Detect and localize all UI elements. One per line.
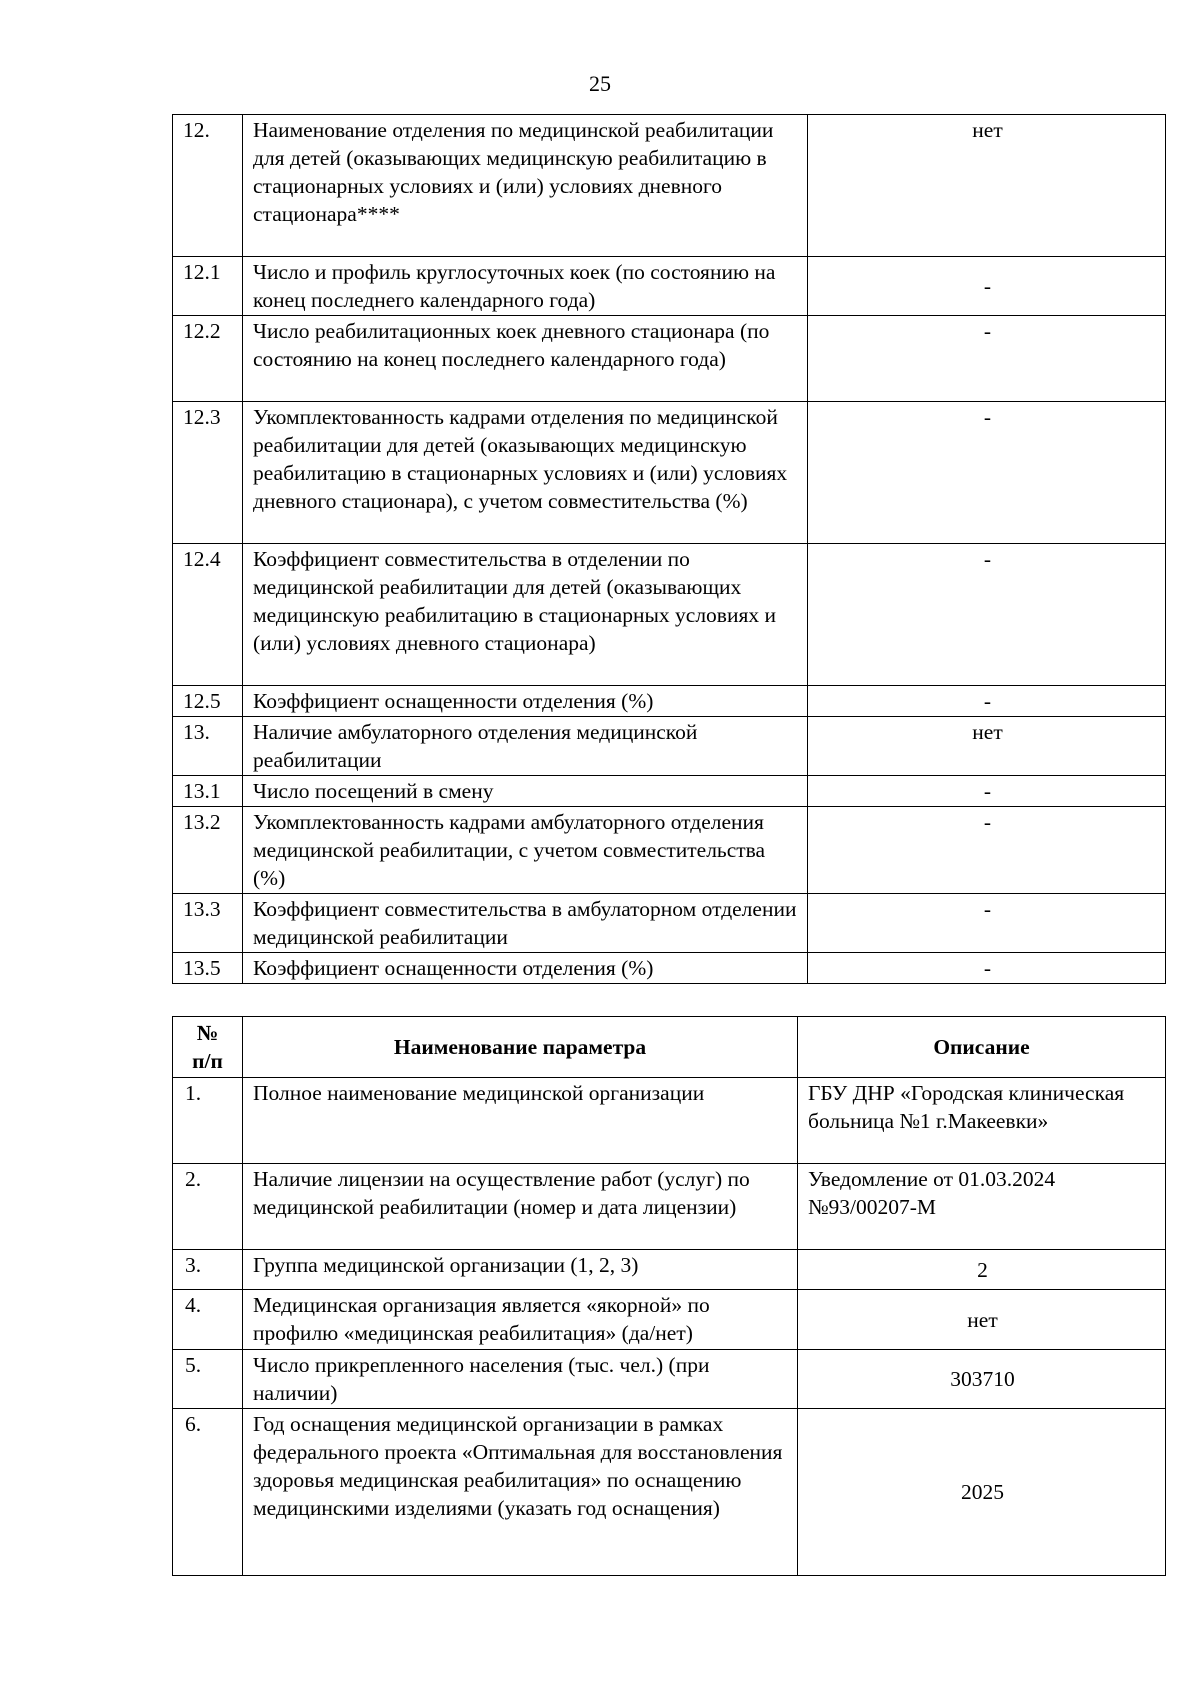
row-number: 6. <box>173 1409 243 1576</box>
parameter-name: Наименование отделения по медицинской реабилитации для детей (оказывающих медицинскую реабилитацию в стационарных условиях и (или) условиях дневного стационара**** <box>243 115 808 257</box>
parameter-value: нет <box>808 717 1166 776</box>
row-number: 5. <box>173 1350 243 1409</box>
parameter-value: - <box>808 544 1166 686</box>
parameter-value: нет <box>798 1290 1166 1350</box>
table-row <box>173 807 1166 894</box>
parameter-name: Медицинская организация является «якорной» по профилю «медицинская реабилитация» (да/нет) <box>243 1290 798 1350</box>
table-row <box>173 1290 1166 1350</box>
parameter-name: Число реабилитационных коек дневного стационара (по состоянию на конец последнего календарного года) <box>243 316 808 402</box>
organization-parameters-table <box>172 1016 1166 1576</box>
table-row <box>173 316 1166 402</box>
parameter-name: Число прикрепленного населения (тыс. чел.) (при наличии) <box>243 1350 798 1409</box>
table-row <box>173 544 1166 686</box>
parameter-value: ГБУ ДНР «Городская клиническая больница №1 г.Макеевки» <box>798 1078 1166 1164</box>
row-number: 13.5 <box>173 953 243 984</box>
header-parameter-name: Наименование параметра <box>243 1017 798 1078</box>
parameter-value: - <box>808 316 1166 402</box>
parameter-value: - <box>808 894 1166 953</box>
parameter-value: 2025 <box>798 1409 1166 1576</box>
row-number: 1. <box>173 1078 243 1164</box>
parameter-value: 2 <box>798 1250 1166 1290</box>
parameter-name: Группа медицинской организации (1, 2, 3) <box>243 1250 798 1290</box>
page-number: 25 <box>589 71 611 96</box>
parameter-name: Коэффициент оснащенности отделения (%) <box>243 953 808 984</box>
row-number: 13. <box>173 717 243 776</box>
row-number: 13.1 <box>173 776 243 807</box>
row-number: 12. <box>173 115 243 257</box>
rehab-departments-table <box>172 114 1166 984</box>
table-row <box>173 1409 1166 1576</box>
parameter-name: Укомплектованность кадрами отделения по медицинской реабилитации для детей (оказывающих медицинскую реабилитацию в стационарных условиях и (или) условиях дневного стационара), с учетом совместительства (%) <box>243 402 808 544</box>
row-number: 13.2 <box>173 807 243 894</box>
row-number: 2. <box>173 1164 243 1250</box>
table-row <box>173 115 1166 257</box>
parameter-name: Коэффициент совместительства в амбулаторном отделении медицинской реабилитации <box>243 894 808 953</box>
table-row <box>173 257 1166 316</box>
parameter-value: - <box>808 257 1166 316</box>
parameter-value: Уведомление от 01.03.2024 №93/00207-М <box>798 1164 1166 1250</box>
parameter-name: Наличие лицензии на осуществление работ (услуг) по медицинской реабилитации (номер и дата лицензии) <box>243 1164 798 1250</box>
row-number: 4. <box>173 1290 243 1350</box>
table-row <box>173 1250 1166 1290</box>
table-row <box>173 776 1166 807</box>
table-header-row <box>173 1017 1166 1078</box>
parameter-value: - <box>808 776 1166 807</box>
row-number: 13.3 <box>173 894 243 953</box>
table-row <box>173 1164 1166 1250</box>
parameter-name: Коэффициент совместительства в отделении по медицинской реабилитации для детей (оказывающих медицинскую реабилитацию в стационарных условиях и (или) условиях дневного стационара) <box>243 544 808 686</box>
parameter-value: - <box>808 402 1166 544</box>
parameter-name: Наличие амбулаторного отделения медицинской реабилитации <box>243 717 808 776</box>
parameter-name: Число и профиль круглосуточных коек (по состоянию на конец последнего календарного года) <box>243 257 808 316</box>
table-row <box>173 1078 1166 1164</box>
parameter-value: - <box>808 807 1166 894</box>
parameter-name: Укомплектованность кадрами амбулаторного отделения медицинской реабилитации, с учетом совместительства (%) <box>243 807 808 894</box>
table-row <box>173 686 1166 717</box>
parameter-name: Полное наименование медицинской организации <box>243 1078 798 1164</box>
table-row <box>173 1350 1166 1409</box>
parameter-value: нет <box>808 115 1166 257</box>
table-row <box>173 894 1166 953</box>
row-number: 12.2 <box>173 316 243 402</box>
table-row <box>173 953 1166 984</box>
row-number: 12.1 <box>173 257 243 316</box>
header-number-sign: № <box>196 1021 219 1045</box>
header-number-label: п/п <box>192 1049 223 1073</box>
table-row <box>173 402 1166 544</box>
parameter-name: Число посещений в смену <box>243 776 808 807</box>
header-number <box>173 1017 243 1078</box>
row-number: 12.3 <box>173 402 243 544</box>
parameter-value: - <box>808 953 1166 984</box>
parameter-value: 303710 <box>798 1350 1166 1409</box>
row-number: 3. <box>173 1250 243 1290</box>
parameter-name: Год оснащения медицинской организации в рамках федерального проекта «Оптимальная для восстановления здоровья медицинская реабилитация» по оснащению медицинскими изделиями (указать год оснащения) <box>243 1409 798 1576</box>
parameter-name: Коэффициент оснащенности отделения (%) <box>243 686 808 717</box>
parameter-value: - <box>808 686 1166 717</box>
table-row <box>173 717 1166 776</box>
row-number: 12.5 <box>173 686 243 717</box>
row-number: 12.4 <box>173 544 243 686</box>
header-description: Описание <box>798 1017 1166 1078</box>
